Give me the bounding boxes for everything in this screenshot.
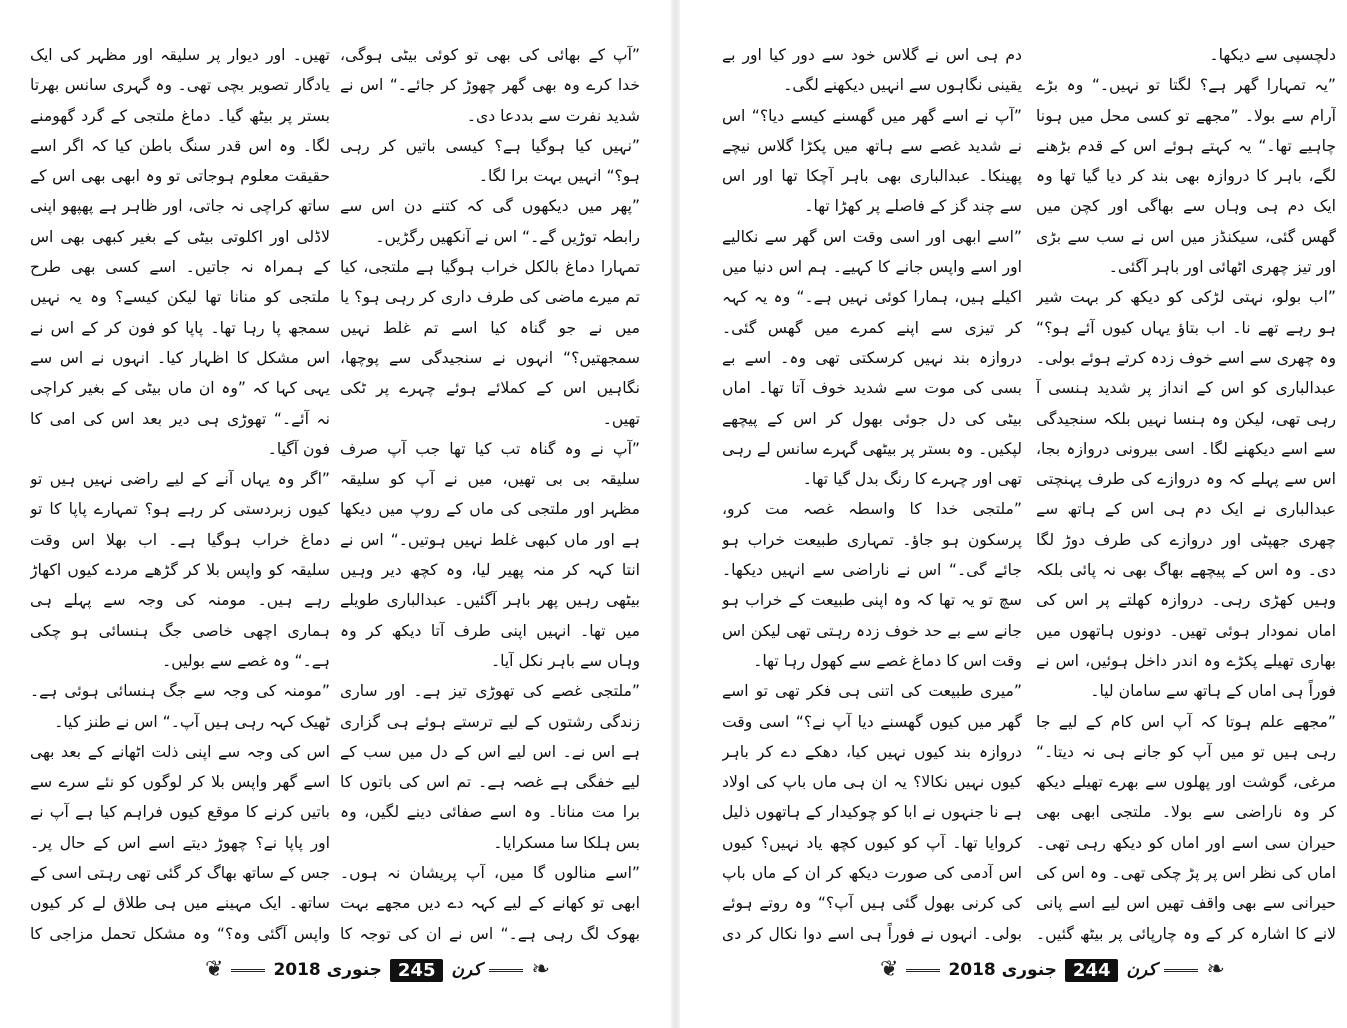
paragraph: ”ملتجی غصے کی تھوڑی تیز ہے۔ اور ساری زندگی رشتوں کے لیے ترستے ہوئے ہی گزاری ہے اس نے۔ اس لیے اس کے دل میں سب کے لیے خفگی ہے غصہ ہے۔ تم اس کی باتوں کا برا مت منانا۔ وہ اسے صفائی دینے لگیں، وہ بس ہلکا سا مسکرایا۔: [340, 682, 640, 852]
paragraph: ”اگر وہ یہاں آنے کے لیے راضی نہیں ہیں تو کیوں زبردستی کر رہے ہو؟ تمہارے پاپا کا تو دماغ خراب ہوگیا ہے۔ اب بھلا اس وقت سلیقہ کو واپس بلا کر گڑھے مردے کیوں اکھاڑ رہے ہیں۔ مومنہ کی وجہ سے پہلے ہی ہماری اچھی خاصی جگ ہنسائی ہو چکی ہے۔“ وہ غصے سے بولیں۔: [30, 470, 330, 670]
paragraph: ”اسے ابھی اور اسی وقت اس گھر سے نکالیے اور اسے واپس جانے کا کہیے۔ ہم اس دنیا میں اکیلے ہیں، ہمارا کوئی نہیں ہے۔“ وہ یہ کہہ کر تیزی سے اپنے کمرے میں گھس گئی۔ دروازہ بند نہیں کرسکتی تھی وہ۔ اسے بے بسی کی موت سے شدید خوف آتا تھا۔ اماں بیٹی کی دل جوئی بھول کر اس کے پیچھے لپکیں۔ وہ بستر پر بیٹھی گہرے سانس لے رہی تھی اور چہرے کا رنگ بدل گیا تھا۔: [722, 227, 1022, 489]
magazine-name: کرن: [1126, 960, 1157, 980]
text-column-right-outer: [1036, 40, 1336, 946]
paragraph: اس کی وجہ سے اپنی ذلت اٹھانے کے بعد بھی اسے گھر واپس بلا کر لوگوں کو نئے سرے سے باتیں کرنے کا موقع کیوں فراہم کیا ہے آپ نے اور پاپا نے؟ چھوڑ دیتے اسے اس کے حال پر۔ جس کے ساتھ بھاگ کر گئی تھی رہتی اسی کے ساتھ۔ ایک مہینے میں ہی طلاق لے کر کیوں واپس آگئی وہ؟“ وہ مشکل تحمل مزاجی کا: [30, 742, 330, 943]
paragraph: تمہارا دماغ بالکل خراب ہوگیا ہے ملتجی، کیا تم میرے ماضی کی طرف داری کر رہی ہو؟ یا میں نے جو گناہ کیا اسے تم غلط نہیں سمجھتیں؟“ انہوں نے سنجیدگی سے پوچھا، نگاہیں اس کے کملائے ہوئے چہرے پر ٹکی تھیں۔: [340, 258, 640, 428]
floral-flourish-icon: ❧: [1206, 957, 1225, 982]
paragraph: ”یہ تمہارا گھر ہے؟ لگتا تو نہیں۔“ وہ بڑے آرام سے بولا۔ ”مجھے تو کسی محل میں ہونا چاہیے تھا۔“ یہ کہتے ہوئے اس کے قدم بڑھنے لگے، باہر کا دروازہ بھی بند کر دیا گیا تھا وہ ایک دم ہی وہاں سے بھاگی اور کچن میں گھس گئی، سیکنڈز میں اس نے سب سے بڑی اور تیز چھری اٹھائی اور باہر آگئی۔: [1036, 76, 1336, 277]
paragraph: ”ملتجی خدا کا واسطہ غصہ مت کرو، پرسکون ہو جاؤ۔ تمہاری طبیعت خراب ہو جائے گی۔“ اس نے ناراضی سے انہیں دیکھا۔ سچ تو یہ تھا کہ وہ اپنی طبیعت کے خراب ہو جانے سے بے حد خوف زدہ رہتی تھی لیکن اس وقت اس کا دماغ غصے سے کھول رہا تھا۔: [722, 500, 1022, 670]
footer-rule: [1164, 969, 1198, 972]
text-column-left-outer: [30, 40, 330, 946]
paragraph: ”میری طبیعت کی اتنی ہی فکر تھی تو اسے گھر میں کیوں گھسنے دیا آپ نے؟“ اسی وقت دروازہ بند کیوں نہیں کیا، دھکے دے کر باہر کیوں نہیں نکالا؟ یہ ان ہی ماں باپ کی اولاد ہے نا جنہوں نے ابا کو چوکیدار کے ہاتھوں ذلیل کروایا تھا۔ آپ کو کیوں کچھ یاد نہیں؟ کیوں اس آدمی کی صورت دیکھ کر ان کے ماں باپ کی کرنی بھول گئی ہیں آپ؟“ وہ روتے ہوئے بولی۔ انہوں نے فوراً ہی اسے دوا نکال کر دی: [722, 682, 1022, 943]
paragraph: ”پھر میں دیکھوں گی کہ کتنے دن اس سے رابطہ توڑیں گے۔“ اس نے آنکھیں رگڑیں۔: [340, 197, 640, 246]
page-number: 245: [390, 959, 444, 982]
page-244: [680, 0, 1347, 1028]
floral-flourish-icon: ❦: [205, 957, 224, 982]
page-gutter: [671, 0, 680, 1028]
paragraph: ”آپ کے بھائی کی بھی تو کوئی بیٹی ہوگی، خدا کرے وہ بھی گھر چھوڑ کر جائے۔“ اس نے شدید نفرت سے بددعا دی۔: [340, 46, 640, 125]
paragraph: ”مومنہ کی وجہ سے جگ ہنسائی ہوئی ہے۔ ٹھیک کہہ رہی ہیں آپ۔“ اس نے طنز کیا۔: [30, 682, 330, 731]
page-245: [0, 0, 672, 1028]
footer-rule: [906, 969, 940, 972]
paragraph: ”آپ نے اسے گھر میں گھسنے کیسے دیا؟“ اس نے شدید غصے سے ہاتھ میں پکڑا گلاس نیچے پھینکا۔ عبدالباری بھی باہر آچکا تھا اور اس سے چند گز کے فاصلے پر کھڑا تھا۔: [722, 106, 1022, 216]
footer-rule: [231, 969, 265, 972]
issue-date: جنوری 2018: [273, 960, 382, 980]
paragraph: دلچسپی سے دیکھا۔: [1209, 46, 1336, 64]
page-footer: [880, 952, 1225, 988]
text-column-right-inner: [722, 40, 1022, 946]
floral-flourish-icon: ❦: [880, 957, 899, 982]
paragraph: ”اسے منالوں گا میں، آپ پریشان نہ ہوں۔ ابھی تو کھانے کے لیے کہہ دے دیں مجھے بہت بھوک لگ رہی ہے۔“ اس نے ان کی توجہ کا: [340, 864, 640, 943]
paragraph: دم ہی اس نے گلاس خود سے دور کیا اور بے یقینی نگاہوں سے انہیں دیکھنے لگی۔: [722, 46, 1022, 95]
paragraph: ”نہیں کیا ہوگیا ہے؟ کیسی باتیں کر رہی ہو؟“ انہیں بہت برا لگا۔: [340, 136, 640, 186]
paragraph: ”آپ نے وہ گناہ تب کیا تھا جب آپ صرف سلیقہ بی بی تھیں، میں نے آپ کو سلیقہ مظہر اور ملتجی کی ماں کے روپ میں دیکھا ہے اور ماں کبھی غلط نہیں ہوتیں۔“ اس نے انتا کہہ کر منہ پھیر لیا، وہ کچھ دیر وہیں بیٹھی رہیں پھر باہر آگئیں۔ عبدالباری طویلے میں تھا۔ انہیں اپنی طرف آتا دیکھ کر وہ وہاں سے باہر نکل آیا۔: [340, 439, 640, 670]
page-number: 244: [1065, 959, 1119, 982]
paragraph: تھیں۔ اور دیوار پر سلیقہ اور مظہر کی ایک یادگار تصویر بچی تھی۔ وہ گہری سانس بھرتا بستر پر بیٹھ گیا۔ دماغ ملتجی کے گرد گھومنے لگا۔ وہ اس قدر سنگ باطن کیا کہ اگر اسے حقیقت معلوم ہوجاتی تو وہ ابھی بھی اس کے ساتھ کراچی نہ جاتی، اور ظاہر ہے پھپھو اپنی لاڈلی اور اکلوتی بیٹی کے بغیر کبھی بھی اس کے ہمراہ نہ جاتیں۔ اسے کسی بھی طرح ملتجی کو منانا تھا لیکن کیسے؟ وہ یہ نہیں سمجھ پا رہا تھا۔ پاپا کو فون کر کے اس نے اس مشکل کا اظہار کیا۔ انہوں نے اس سے یہی کہا کہ ”وہ ان ماں بیٹی کے بغیر کراچی نہ آئے۔“ تھوڑی ہی دیر بعد اس کی امی کا فون آگیا۔: [30, 46, 330, 458]
paragraph: ”اب بولو، نہتی لڑکی کو دیکھ کر بہت شیر ہو رہے تھے نا۔ اب بتاؤ یہاں کیوں آئے ہو؟“ وہ چھری سے اسے خوف زدہ کرتے ہوئے بولی۔ عبدالباری کو اس کے انداز پر شدید ہنسی آ رہی تھی، لیکن وہ ہنسا نہیں بلکہ سنجیدگی سے اسے دیکھنے لگا۔ اسی بیرونی دروازہ بجا، اس سے پہلے کہ وہ دروازے کی طرف پہنچتی عبدالباری نے ایک دم ہی اس کے ہاتھ سے چھری جھپٹی اور دروازے کی طرف دوڑ لگا دی۔ وہ اس کے پیچھے بھاگ بھی نہ پائی بلکہ وہیں کھڑی رہی۔ دروازہ کھلتے پر اس کی اماں نمودار ہوئی تھیں۔ دونوں ہاتھوں میں بھاری تھیلے پکڑے وہ اندر داخل ہوئیں، اس نے فوراً ہی اماں کے ہاتھ سے سامان لیا۔: [1036, 288, 1336, 701]
floral-flourish-icon: ❧: [531, 957, 550, 982]
page-footer: [205, 952, 550, 988]
footer-rule: [489, 969, 523, 972]
magazine-name: کرن: [451, 960, 482, 980]
issue-date: جنوری 2018: [948, 960, 1057, 980]
paragraph: ”مجھے علم ہوتا کہ آپ اس کام کے لیے جا رہی ہیں تو میں آپ کو جانے ہی نہ دیتا۔“ مرغی، گوشت اور پھلوں سے بھرے تھیلے دیکھ کر وہ ناراضی سے بولا۔ ملتجی ابھی بھی حیران سی اسے اور اماں کو دیکھ رہی تھی۔ اماں کی نظر اس پر پڑ چکی تھی۔ وہ اس کی حیرانی سے بھی واقف تھیں اس لیے اسے پانی لانے کا اشارہ کر کے وہ چارپائی پر بیٹھ گئیں۔: [1036, 712, 1336, 943]
text-column-left-inner: [340, 40, 640, 946]
